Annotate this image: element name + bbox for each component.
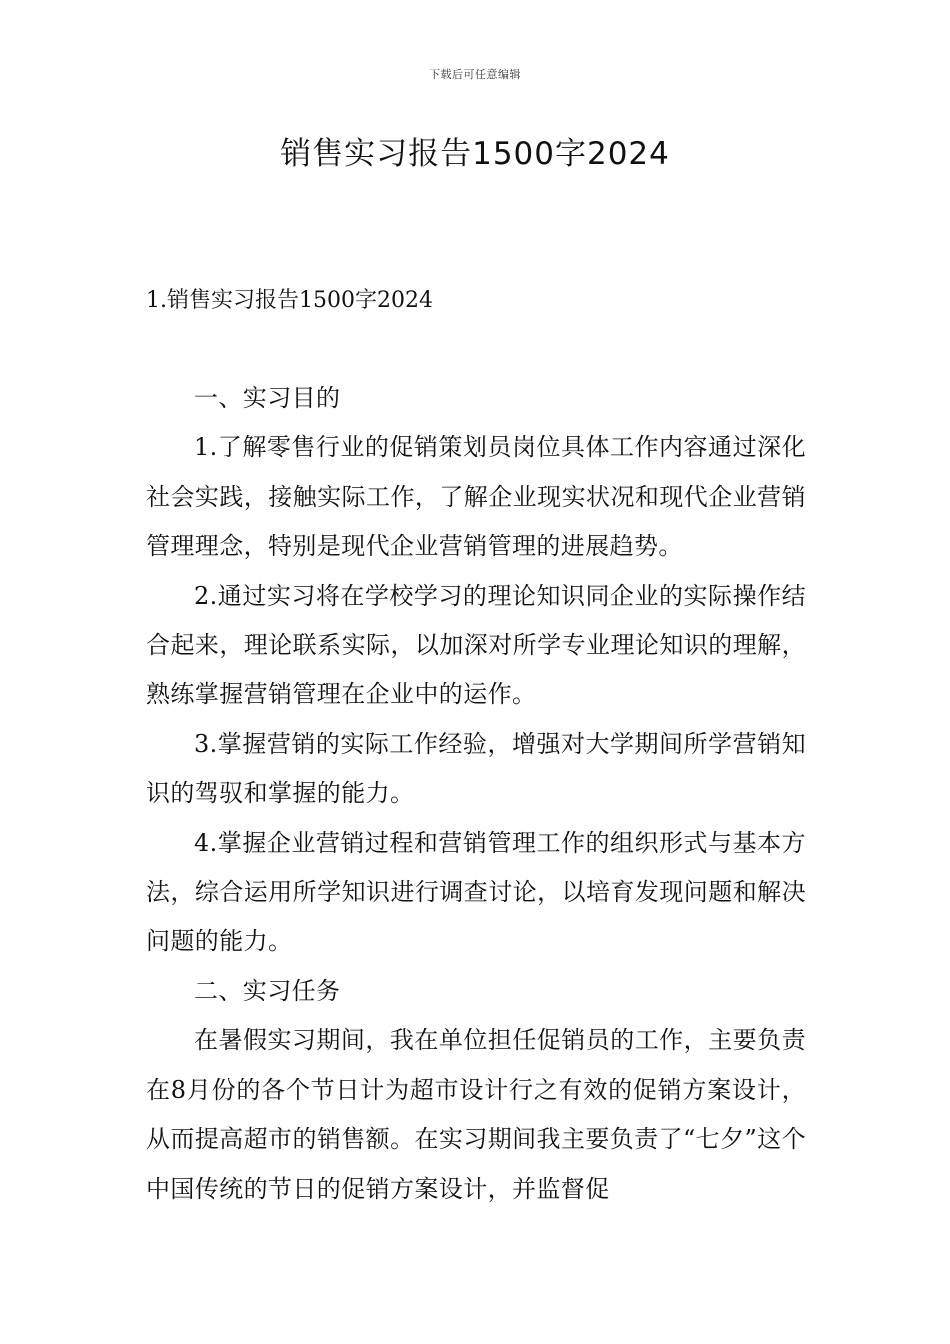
section-title: 1.销售实习报告1500字2024	[146, 288, 433, 313]
paragraph-purpose-1: 1.了解零售行业的促销策划员岗位具体工作内容通过深化社会实践，接触实际工作，了解企业现实状况和现代企业营销管理理念，特别是现代企业营销管理的进展趋势。	[146, 433, 806, 561]
paragraph-purpose-4: 4.掌握企业营销过程和营销管理工作的组织形式与基本方法，综合运用所学知识进行调查讨论，以培育发现问题和解决问题的能力。	[146, 828, 806, 956]
paragraph-purpose-3: 3.掌握营销的实际工作经验，增强对大学期间所学营销知识的驾驭和掌握的能力。	[146, 729, 806, 808]
body-text	[146, 374, 806, 1214]
paragraph-purpose-2: 2.通过实习将在学校学习的理论知识同企业的实际操作结合起来，理论联系实际，以加深对所学专业理论知识的理解，熟练掌握营销管理在企业中的运作。	[146, 581, 806, 709]
document-title: 销售实习报告1500字2024	[280, 136, 670, 172]
header-note: 下载后可任意编辑	[429, 68, 521, 81]
heading-tasks: 二、实习任务	[194, 976, 341, 1005]
heading-purpose: 一、实习目的	[194, 384, 341, 412]
paragraph-tasks-1: 在暑假实习期间，我在单位担任促销员的工作，主要负责在8月份的各个节日计为超市设计行之有效的促销方案设计，从而提高超市的销售额。在实习期间我主要负责了“七夕”这个中国传统的节日的促销方案设计，并监督促	[146, 1026, 806, 1203]
